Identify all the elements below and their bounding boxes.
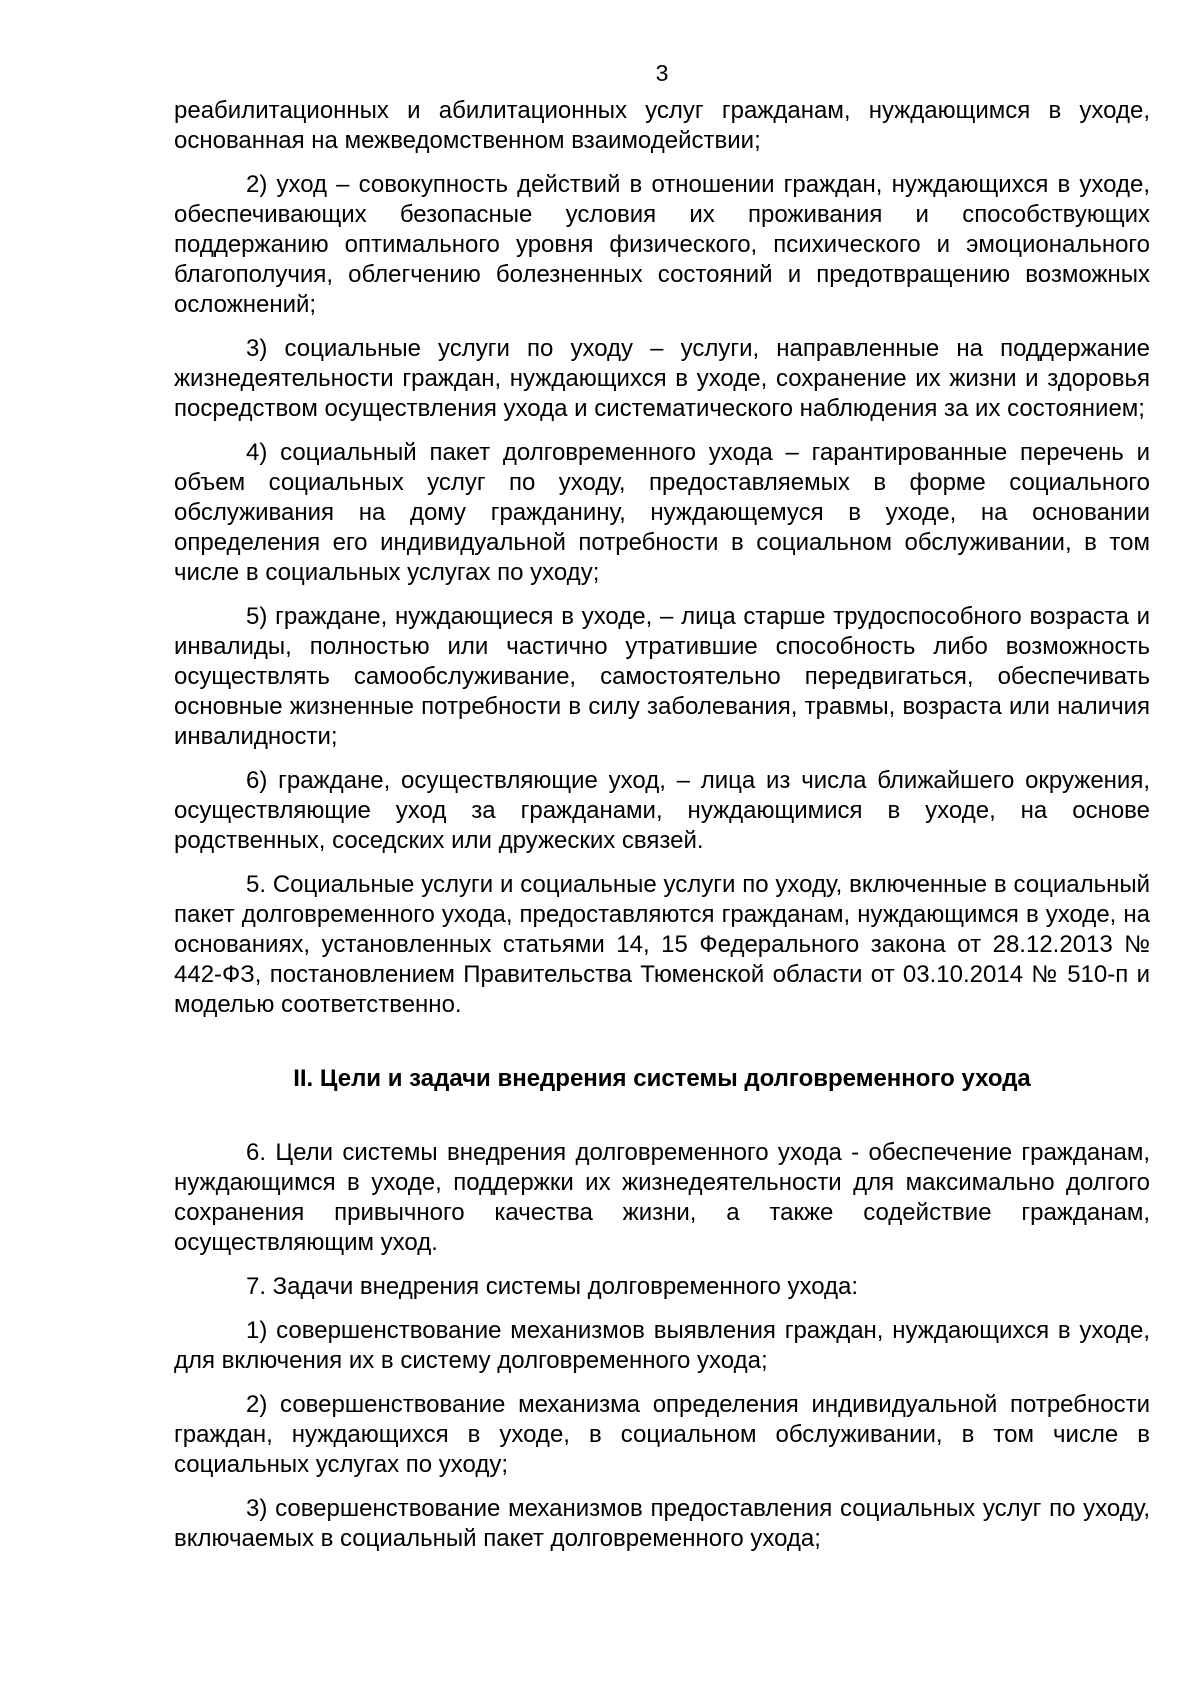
section-heading: II. Цели и задачи внедрения системы долговременного ухода — [293, 1065, 1031, 1092]
paragraph-clause-5: 5. Социальные услуги и социальные услуги по уходу, включенные в социальный пакет долговременного ухода, предоставляются гражданам, нуждающимся в уходе, на основаниях, установленных статьями 14, 15 Федерального закона от 28.12.2013 № 442-ФЗ, постановлением Правительства Тюменской области от 03.10.2014 № 510-п и моделью соответственно. — [174, 871, 1150, 1018]
paragraph-task-1: 1) совершенствование механизмов выявления граждан, нуждающихся в уходе, для включения их в систему долговременного ухода; — [174, 1317, 1150, 1374]
paragraph-task-3: 3) совершенствование механизмов предоставления социальных услуг по уходу, включаемых в социальный пакет долговременного ухода; — [174, 1495, 1150, 1552]
paragraph-clause-6-goals: 6. Цели системы внедрения долговременного ухода - обеспечение гражданам, нуждающимся в уходе, поддержки их жизнедеятельности для максимально долгого сохранения привычного качества жизни, а также содействие гражданам, осуществляющим уход. — [174, 1139, 1150, 1256]
paragraph-item-6-caregivers: 6) граждане, осуществляющие уход, – лица из числа ближайшего окружения, осуществляющие уход за гражданами, нуждающимися в уходе, на основе родственных, соседских или дружеских связей. — [174, 767, 1150, 854]
paragraph-item-4-social-package: 4) социальный пакет долговременного ухода – гарантированные перечень и объем социальных услуг по уходу, предоставляемых в форме социального обслуживания на дому гражданину, нуждающемуся в уходе, на основании определения его индивидуальной потребности в социальном обслуживании, в том числе в социальных услугах по уходу; — [174, 439, 1150, 586]
paragraph-clause-7-tasks: 7. Задачи внедрения системы долговременного ухода: — [246, 1273, 859, 1300]
paragraph-item-5-citizens-in-need: 5) граждане, нуждающиеся в уходе, – лица старше трудоспособного возраста и инвалиды, полностью или частично утратившие способность либо возможность осуществлять самообслуживание, самостоятельно передвигаться, обеспечивать основные жизненные потребности в силу заболевания, травмы, возраста или наличия инвалидности; — [174, 603, 1150, 750]
page-number: 3 — [655, 60, 669, 86]
paragraph-continuation: реабилитационных и абилитационных услуг гражданам, нуждающимся в уходе, основанная на межведомственном взаимодействии; — [174, 97, 1150, 154]
paragraph-item-3-care-services: 3) социальные услуги по уходу – услуги, направленные на поддержание жизнедеятельности граждан, нуждающихся в уходе, сохранение их жизни и здоровья посредством осуществления ухода и систематического наблюдения за их состоянием; — [174, 335, 1150, 422]
document-page — [174, 58, 1150, 1568]
paragraph-task-2: 2) совершенствование механизма определения индивидуальной потребности граждан, нуждающихся в уходе, в социальном обслуживании, в том числе в социальных услугах по уходу; — [174, 1391, 1150, 1478]
paragraph-item-2-care: 2) уход – совокупность действий в отношении граждан, нуждающихся в уходе, обеспечивающих безопасные условия их проживания и способствующих поддержанию оптимального уровня физического, психического и эмоционального благополучия, облегчению болезненных состояний и предотвращению возможных осложнений; — [174, 171, 1150, 318]
